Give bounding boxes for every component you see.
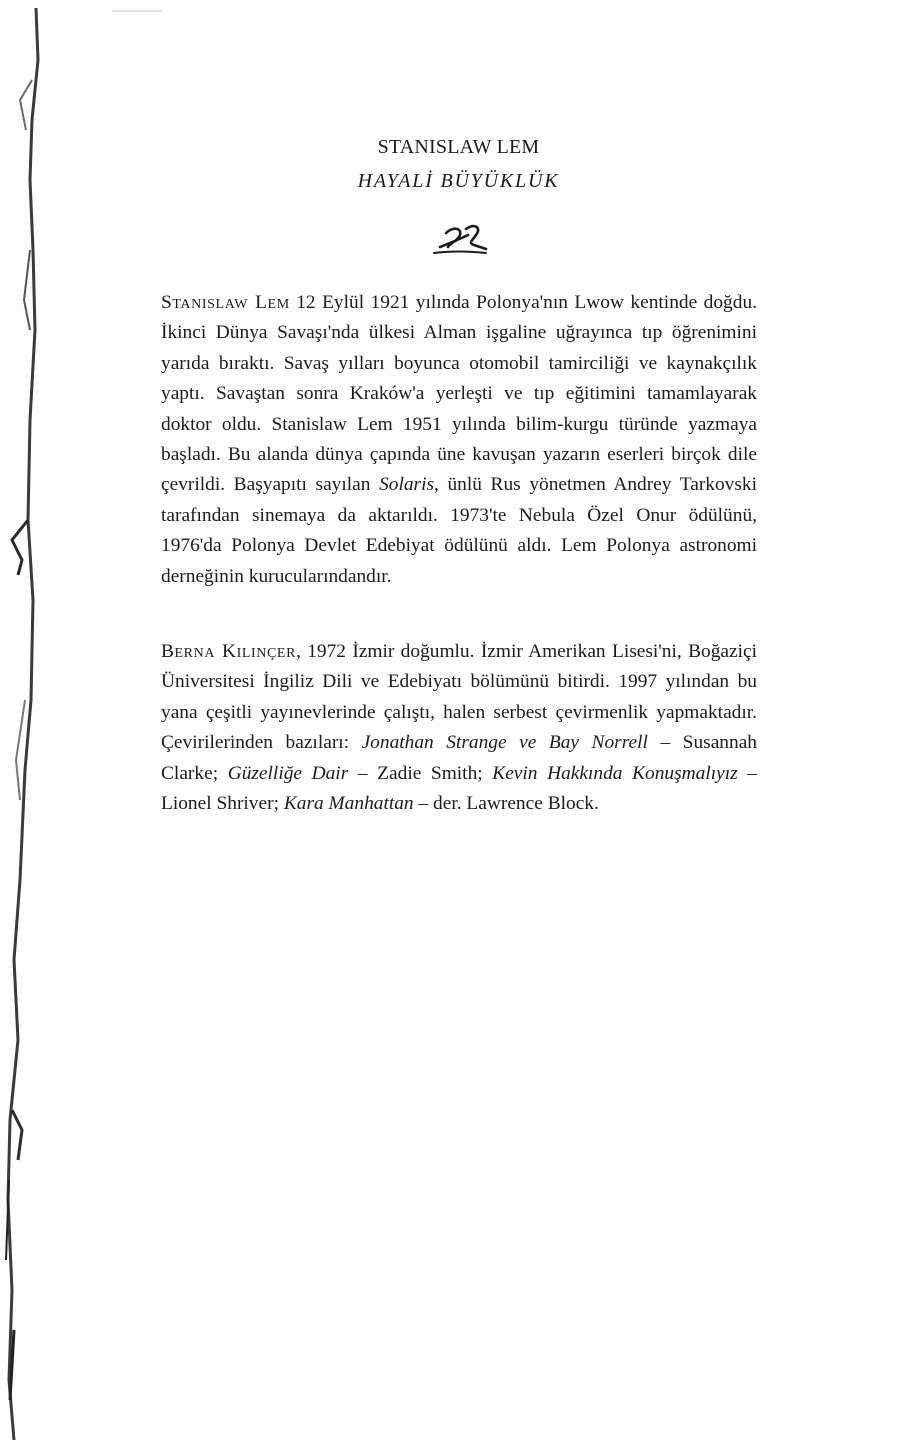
scan-mark: [112, 10, 162, 12]
separator: ;: [477, 762, 493, 784]
translation-item: [284, 793, 599, 814]
translated-work-author: Susannah Clarke: [161, 732, 757, 784]
separator: ;: [273, 793, 284, 815]
translated-work-title: Güzelliğe Dair: [227, 762, 349, 784]
separator: .: [594, 793, 599, 815]
translated-work-author: Lionel Shriver: [161, 793, 274, 815]
translated-work-author: Zadie Smith: [377, 762, 478, 784]
translated-work-author: der. Lawrence Block: [433, 793, 595, 815]
work-title: Solaris: [379, 474, 435, 496]
separator: –: [647, 732, 683, 754]
author-bio-text: 12 Eylül 1921 yılında Polonya'nın Lwow kentinde doğdu. İkinci Dünya Savaşı'nda ülkesi Alman işgaline uğrayınca tıp öğrenimini yarıda bıraktı. Savaş yılları boyunca otomobil tamirciliği ve kaynakçılık yaptı. Savaştan sonra Kraków'a yerleşti ve tıp eğitimini tamamlayarak doktor oldu. Stanislaw Lem 1951 yılında bilim-kurgu türünde yazmaya başladı. Bu alanda dünya çapında üne kavuşan yazarın eserleri birçok dile çevrildi. Başyapıtı sayılan: [161, 292, 757, 496]
scan-edge-shadow: [0, 0, 60, 1447]
translated-work-title: Kara Manhattan: [283, 793, 414, 815]
author-name: Stanislaw Lem: [161, 292, 290, 313]
separator: –: [413, 793, 434, 815]
publisher-logo-icon: [424, 213, 492, 257]
separator: –: [737, 762, 757, 784]
separator: ;: [212, 762, 228, 784]
translation-item: [228, 763, 493, 784]
author-bio-text: , ünlü Rus yönetmen Andrey Tarkovski tarafından sinemaya da aktarıldı. 1973'te Nebula Özel Onur ödülünü, 1976'da Polonya Devlet Edebiyat ödülünü aldı. Lem Polonya astronomi derneğinin kurucularındandır.: [161, 474, 757, 587]
separator: –: [348, 762, 378, 784]
translator-biography: [161, 637, 757, 819]
author-biography: [161, 288, 757, 592]
translated-work-title: Kevin Hakkında Konuşmalıyız: [492, 762, 738, 784]
translator-bio-text: , 1972 İzmir doğumlu. İzmir Amerikan Lisesi'ni, Boğaziçi Üniversitesi İngiliz Dili ve Edebiyatı bölümünü bitirdi. 1997 yılından bu yana çeşitli yayınevlerinde çalıştı, halen serbest çevirmenlik yapmaktadır. Çevirilerinden bazıları:: [161, 641, 757, 754]
book-title-heading: HAYALİ BÜYÜKLÜK: [357, 170, 560, 192]
translated-work-title: Jonathan Strange ve Bay Norrell: [361, 732, 648, 754]
translator-name: Berna Kılınçer: [161, 641, 297, 662]
author-name-heading: STANISLAW LEM: [377, 136, 540, 158]
